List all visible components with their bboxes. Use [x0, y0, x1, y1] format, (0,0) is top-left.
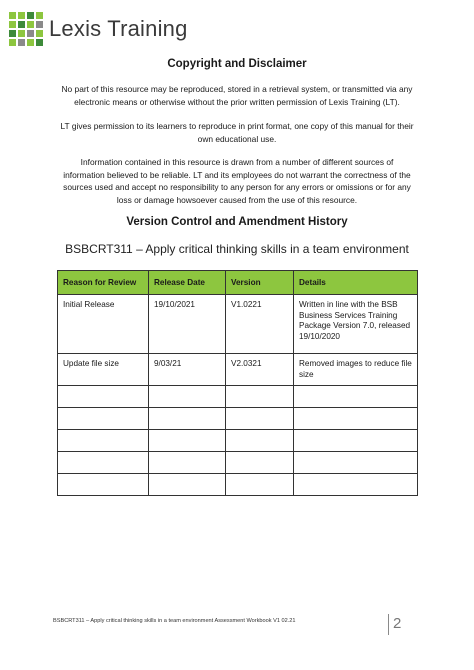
lexis-training-logo [9, 12, 188, 46]
cell-reason [58, 474, 149, 496]
page-number: 2 [393, 615, 402, 632]
cell-version [226, 452, 294, 474]
cell-details: Written in line with the BSB Business Services Training Package Version 7.0, released 19/10/2020 [294, 295, 418, 354]
table-row [58, 295, 418, 354]
cell-version [226, 474, 294, 496]
cell-release-date: 19/10/2021 [149, 295, 226, 354]
copyright-paragraph-2: LT gives permission to its learners to reproduce in print format, one copy of this manual for their own educational use. [60, 121, 414, 144]
table-header-row [58, 271, 418, 295]
cell-release-date [149, 474, 226, 496]
cell-reason [58, 452, 149, 474]
cell-version [226, 386, 294, 408]
amendment-history-table [57, 270, 418, 496]
copyright-paragraph-3: Information contained in this resource is drawn from a number of different sources of information believed to be reliable. LT and its employees do not warrant the correctness of the sources used and accept no responsibility to any person for any errors or omissions or for any loss or damage howsoever caused from the use of this resource. [63, 157, 411, 205]
cell-details [294, 452, 418, 474]
version-control-heading: Version Control and Amendment History [126, 216, 348, 228]
table-row [58, 386, 418, 408]
column-header-details: Details [294, 271, 418, 295]
table-row [58, 474, 418, 496]
logo-grid-icon [9, 12, 43, 46]
unit-subtitle: BSBCRT311 – Apply critical thinking skills in a team environment [65, 242, 409, 256]
cell-version [226, 408, 294, 430]
cell-reason [58, 386, 149, 408]
cell-version: V1.0221 [226, 295, 294, 354]
column-header-version: Version [226, 271, 294, 295]
cell-reason: Initial Release [58, 295, 149, 354]
cell-release-date [149, 408, 226, 430]
cell-release-date: 9/03/21 [149, 354, 226, 386]
cell-release-date [149, 430, 226, 452]
page-number-divider [388, 614, 389, 635]
table-row [58, 354, 418, 386]
copyright-paragraph-1: No part of this resource may be reproduced, stored in a retrieval system, or transmitted via any electronic means or otherwise without the prior written permission of Lexis Training (LT). [61, 84, 413, 107]
cell-reason [58, 408, 149, 430]
footer-text: BSBCRT311 – Apply critical thinking skills in a team environment Assessment Workbook V1 02.21 [53, 618, 296, 624]
copyright-heading: Copyright and Disclaimer [167, 58, 307, 70]
column-header-release-date: Release Date [149, 271, 226, 295]
cell-details: Removed images to reduce file size [294, 354, 418, 386]
cell-details [294, 430, 418, 452]
cell-details [294, 474, 418, 496]
cell-reason [58, 430, 149, 452]
table-row [58, 408, 418, 430]
cell-details [294, 408, 418, 430]
brand-name: Lexis Training [49, 16, 188, 41]
cell-version: V2.0321 [226, 354, 294, 386]
cell-reason: Update file size [58, 354, 149, 386]
cell-details [294, 386, 418, 408]
cell-version [226, 430, 294, 452]
table-row [58, 430, 418, 452]
table-row [58, 452, 418, 474]
cell-release-date [149, 452, 226, 474]
cell-release-date [149, 386, 226, 408]
column-header-reason: Reason for Review [58, 271, 149, 295]
